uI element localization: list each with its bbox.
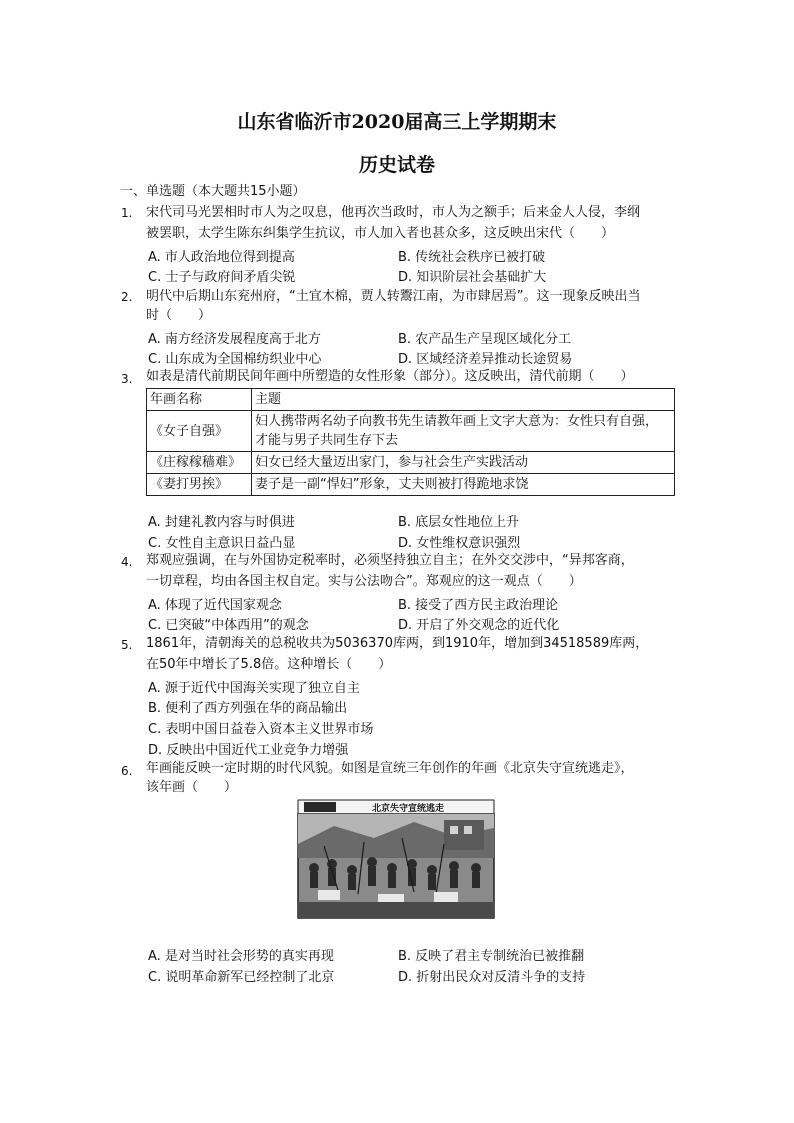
option-c: C. 说明革命新军已经控制了北京 [148, 970, 335, 985]
question-number: 6. [121, 764, 133, 778]
option-c: C. 山东成为全国棉纺织业中心 [148, 352, 322, 367]
section-heading: 一、单选题（本大题共15小题） [120, 184, 306, 199]
question-text: 如表是清代前期民间年画中所塑造的女性形象（部分）。这反映出，清代前期（ ） [146, 369, 634, 384]
table-cell: 《妻打男挨》 [147, 474, 252, 496]
page-title: 山东省临沂市2020届高三上学期期末 [237, 111, 557, 133]
question-text: 被罢职，太学生陈东纠集学生抗议，市人加入者也甚众多，这反映出宋代（ ） [146, 226, 615, 241]
question-text: 明代中后期山东兖州府，“土宜木棉，贾人转鬻江南，为市肆居焉”。这一现象反映出当 [146, 289, 641, 304]
option-b: B. 农产品生产呈现区域化分工 [398, 332, 572, 347]
question-text: 宋代司马光罢相时市人为之叹息，他再次当政时，市人为之额手；后来金人人侵，李纲 [146, 205, 641, 220]
page-subtitle: 历史试卷 [358, 154, 435, 176]
option-c: C. 表明中国日益卷入资本主义世界市场 [148, 722, 374, 737]
option-c: C. 女性自主意识日益凸显 [148, 536, 296, 551]
table-row [147, 474, 675, 496]
option-a: A. 市人政治地位得到提高 [148, 250, 295, 265]
option-a: A. 体现了近代国家观念 [148, 598, 282, 613]
question-text: 郑观应强调，在与外国协定税率时，必须坚持独立自主；在外交交涉中，“异邦客商， [146, 553, 634, 568]
table-row [147, 452, 675, 474]
table-cell [252, 411, 675, 452]
table-header-cell: 年画名称 [147, 389, 252, 411]
table-cell: 《庄稼稼穑难》 [147, 452, 252, 474]
question-text: 该年画（ ） [146, 780, 238, 795]
option-d: D. 知识阶层社会基础扩大 [398, 270, 547, 285]
question-number: 3. [121, 372, 133, 386]
painting-caption: 北京失守宣统逃走 [372, 804, 445, 814]
option-c: C. 士子与政府间矛盾尖锐 [148, 270, 296, 285]
question-text: 时（ ） [146, 308, 212, 323]
new-year-painting-image [294, 798, 498, 922]
table-header-cell: 主题 [252, 389, 675, 411]
table-cell: 妇女已经大量迈出家门，参与社会生产实践活动 [252, 452, 675, 474]
question-number: 5. [121, 638, 133, 652]
painting-illustration [294, 798, 498, 922]
option-d: D. 开启了外交观念的近代化 [398, 618, 560, 633]
table-cell-line: 才能与男子共同生存下去 [255, 433, 399, 448]
option-b: B. 便利了西方列强在华的商品输出 [148, 701, 348, 716]
table-cell-line: 妇人携带两名幼子向教书先生请教年画上文字大意为：女性只有自强， [255, 414, 659, 429]
option-b: B. 底层女性地位上升 [398, 515, 520, 530]
table-row [147, 411, 675, 452]
question-table [146, 388, 675, 496]
option-a: A. 南方经济发展程度高于北方 [148, 332, 321, 347]
table-cell: 妻子是一副“悍妇”形象，丈夫则被打得跪地求饶 [252, 474, 675, 496]
table-header-row [147, 389, 675, 411]
option-d: D. 区域经济差异推动长途贸易 [398, 352, 573, 367]
option-a: A. 封建礼教内容与时俱进 [148, 515, 295, 530]
question-text: 年画能反映一定时期的时代风貌。如图是宣统三年创作的年画《北京失守宣统逃走》， [146, 761, 634, 776]
option-d: D. 反映出中国近代工业竞争力增强 [148, 743, 349, 758]
question-number: 2. [121, 290, 133, 304]
option-b: B. 传统社会秩序已被打破 [398, 250, 546, 265]
option-d: D. 女性维权意识强烈 [398, 536, 521, 551]
option-b: B. 反映了君主专制统治已被推翻 [398, 949, 585, 964]
option-a: A. 是对当时社会形势的真实再现 [148, 949, 334, 964]
question-text: 1861年，清朝海关的总税收共为5036370库两，到1910年，增加到34518589库两， [146, 636, 649, 651]
option-d: D. 折射出民众对反清斗争的支持 [398, 970, 586, 985]
option-b: B. 接受了西方民主政治理论 [398, 598, 559, 613]
option-a: A. 源于近代中国海关实现了独立自主 [148, 681, 360, 696]
table-cell: 《女子自强》 [147, 411, 252, 452]
question-number: 1. [121, 206, 133, 220]
question-number: 4. [121, 555, 133, 569]
question-text: 在50年中增长了5.8倍。这种增长（ ） [146, 657, 392, 672]
question-text: 一切章程，均由各国主权自定。实与公法吻合”。郑观应的这一观点（ ） [146, 574, 582, 589]
option-c: C. 已突破“中体西用”的观念 [148, 618, 309, 633]
